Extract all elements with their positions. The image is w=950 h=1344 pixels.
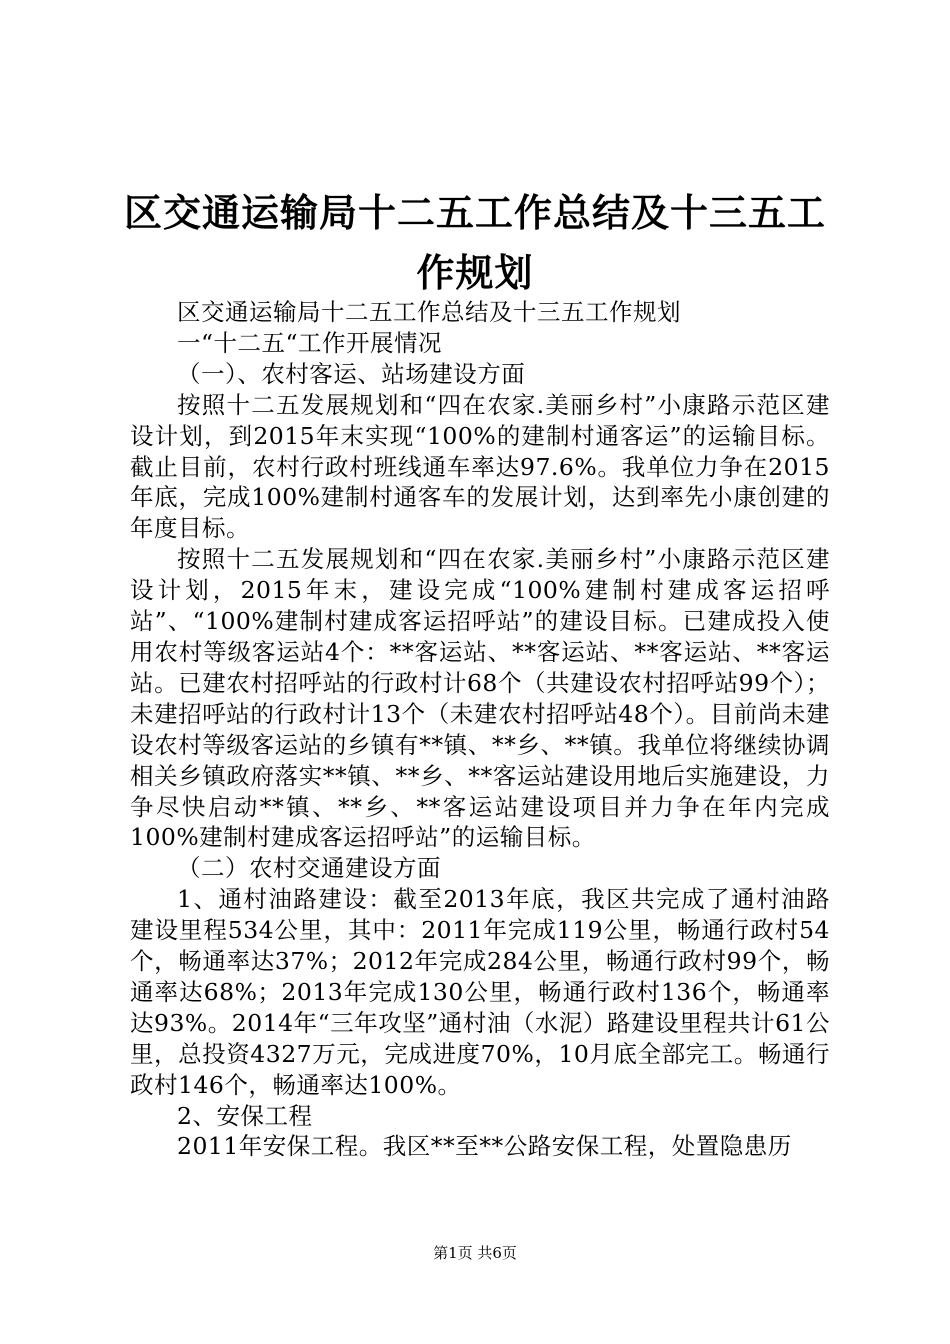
paragraph: 1、通村油路建设：截至2013年底，我区共完成了通村油路建设里程534公里，其中：2011年完成119公里，畅通行政村54个，畅通率达37%；2012年完成284公里，畅通行政村99个，畅通率达68%；2013年完成130公里，畅通行政村136个，畅通率达93%。2014年“三年攻坚”通村油（水泥）路建设里程共计61公里，总投资4327万元，完成进度70%，10月底全部完工。畅通行政村146个，畅通率达100%。 — [130, 885, 830, 1099]
heading-item-2: 2、安保工程 — [177, 1101, 313, 1130]
heading-subsection-2: （二）农村交通建设方面 — [177, 854, 441, 883]
document-title: 区交通运输局十二五工作总结及十三五工作规划 — [123, 191, 826, 295]
paragraph-subtitle: 区交通运输局十二五工作总结及十三五工作规划 — [177, 298, 681, 326]
paragraph: 按照十二五发展规划和“四在农家.美丽乡村”小康路示范区建设计划，到2015年末实现“100%的建制村通客运”的运输目标。截止目前，农村行政村班线通车率达97.6%。我单位力争在2015年底，完成100%建制村通客车的发展计划，达到率先小康创建的年度目标。 — [130, 390, 830, 543]
document-body — [130, 297, 830, 1162]
paragraph: 2011年安保工程。我区**至**公路安保工程，处置隐患历 — [177, 1132, 792, 1161]
page-footer: 第1页 共6页 — [433, 1244, 517, 1262]
heading-subsection-1: （一）、农村客运、站场建设方面 — [177, 359, 526, 388]
heading-section-1: 一“十二五“工作开展情况 — [177, 328, 443, 357]
paragraph: 按照十二五发展规划和“四在农家.美丽乡村”小康路示范区建设计划，2015年末，建设完成“100%建制村建成客运招呼站”、“100%建制村建成客运招呼站”的建设目标。已建成投入使用农村等级客运站4个：**客运站、**客运站、**客运站、**客运站。已建农村招呼站的行政村计68个（共建设农村招呼站99个）；未建招呼站的行政村计13个（未建农村招呼站48个）。目前尚未建设农村等级客运站的乡镇有**镇、**乡、**镇。我单位将继续协调相关乡镇政府落实**镇、**乡、**客运站建设用地后实施建设，力争尽快启动**镇、**乡、**客运站建设项目并力争在年内完成100%建制村建成客运招呼站”的运输目标。 — [130, 545, 830, 852]
